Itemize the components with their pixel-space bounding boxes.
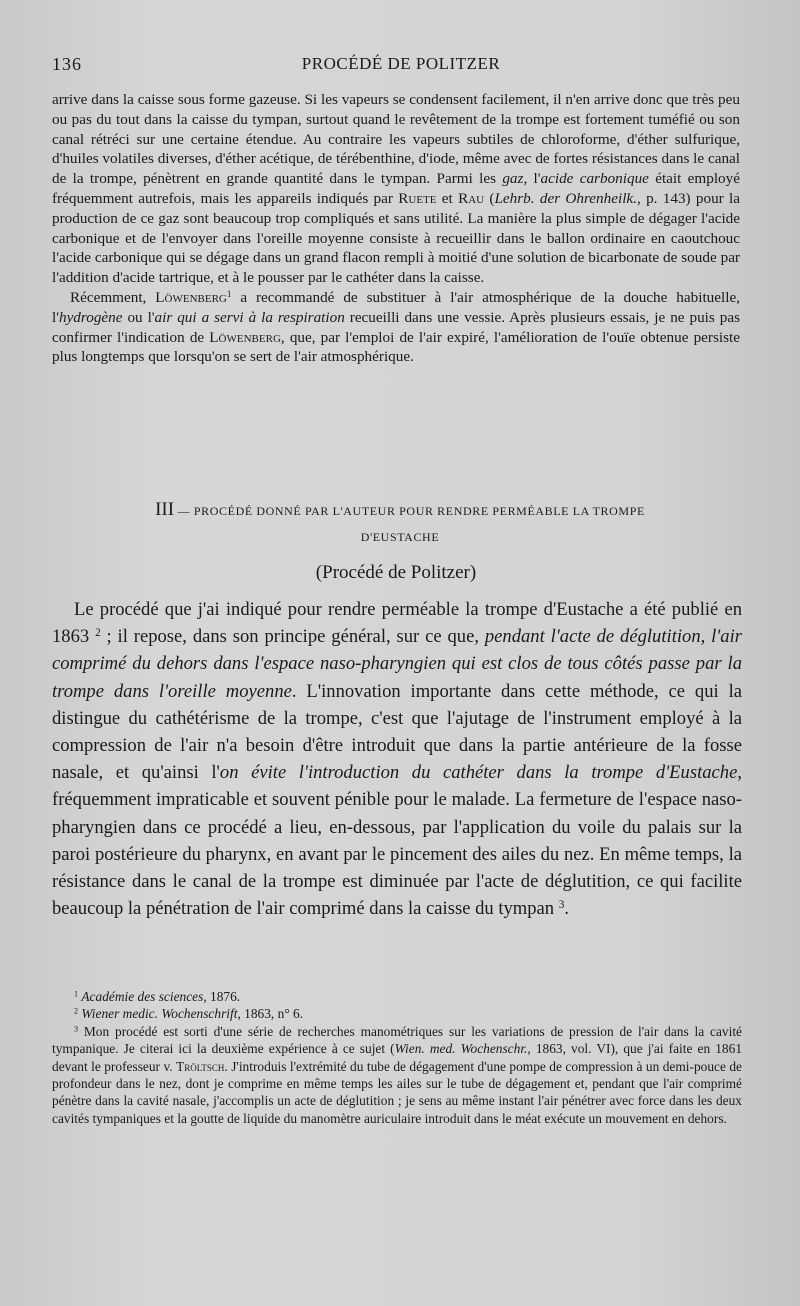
running-head: PROCÉDÉ DE POLITZER — [301, 54, 501, 73]
paragraph-lowenberg: Récemment, Löwenberg$^1$ a recommandé de substituer à l'air atmosphérique de la douche habituelle, l'hydrogène ou l'air qui a servi à la respiration recueilli dans une vessie. Après plusieurs essais, je ne puis pas confirmer l'indication de Löwenberg, que, par l'emploi de l'air expiré, l'amélioration de l'ouïe obtenue persiste plus longtemps que lorsqu'on se sert de l'air atmosphérique. — [52, 288, 740, 366]
section-heading-line1: III — PROCÉDÉ DONNÉ PAR L'AUTEUR POUR RENDRE PERMÉABLE LA TROMPE — [155, 499, 645, 520]
footnote-2: $^2$ Wiener medic. Wochenschrift, 1863, n° 6. — [74, 1006, 304, 1022]
footnote-3: $^3$ Mon procédé est sorti d'une série de recherches manométriques sur les variations de pression de l'air dans la cavité tympanique. Je citerai ici la deuxième expérience à ce sujet (Wien. med. Wochenschr., 1863, vol. VI), que j'ai faite en 1861 devant le professeur v. Tröltsch. J'introduis l'extrémité du tube de dégagement d'une pompe de compression à un demi-pouce de profondeur dans le nez, dont je comprime en même temps les ailes sur le tube de dégagement et, pendant que l'air comprimé pénètre dans la cavité nasale, j'accomplis un acte de déglutition ; je sens au même instant l'air pénétrer avec force dans les deux cavités tympaniques et la goutte de liquide du manomètre auriculaire introduit dans le méat exécute un mouvement en dehors. — [52, 1023, 743, 1126]
footnote-1: $^1$ Académie des sciences, 1876. — [74, 989, 241, 1004]
paragraph-gases: arrive dans la caisse sous forme gazeuse. Si les vapeurs se condensent facilement, il n'en arrive donc que très peu ou pas du tout dans la caisse du tympan, surtout quand le revêtement de la trompe est fortement tuméfié ou son canal rétréci sur une certaine étendue. Au contraire les vapeurs subtiles de chloroforme, d'éther sulfurique, d'huiles volatiles diverses, d'éther acétique, de térébenthine, d'iode, même avec de fortes résistances dans le canal de la trompe, pénètrent en grande quantité dans le tympan. Parmi les gaz, l'acide carbonique était employé fréquemment autrefois, mais les appareils indiqués par Ruete et Rau (Lehrb. der Ohrenheilk., p. 143) pour la production de ce gaz sont beaucoup trop compliqués et sans utilité. La manière la plus simple de dégager l'acide carbonique et de l'envoyer dans l'oreille moyenne consiste à recueillir dans le ballon ordinaire en caoutchouc l'acide carbonique qui se dégage dans un grand flacon rempli à moitié d'une solution de bicarbonate de soude par l'addition d'acide tartrique, et à le pousser par le cathéter dans la caisse. — [52, 91, 741, 287]
page-header — [52, 54, 750, 74]
page-number: 136 — [52, 54, 82, 74]
section-subtitle: (Procédé de Politzer) — [315, 562, 477, 583]
continued-text — [52, 90, 740, 367]
main-paragraph: Le procédé que j'ai indiqué pour rendre perméable la trompe d'Eustache a été publié en 1863 $^2$ ; il repose, dans son principe général, sur ce que, pendant l'acte de déglutition, l'air comprimé du dehors dans l'espace naso-pharyngien qui est clos de tous côtés passe par la trompe dans l'oreille moyenne. L'innovation importante dans cette méthode, ce qui la distingue du cathétérisme de la trompe, c'est que l'ajutage de l'instrument employé à la compression de l'air n'a besoin d'être introduit que dans la partie antérieure de la fosse nasale, et qu'ainsi l'on évite l'introduction du cathéter dans la trompe d'Eustache, fréquemment impraticable et souvent pénible pour le malade. La fermeture de l'espace naso-pharyngien dans ce procédé a lieu, en-dessous, par l'application du voile du palais sur la paroi postérieure du pharynx, en avant par le pincement des ailes du nez. En même temps, la résistance dans le canal de la trompe est diminuée par l'acte de déglutition, ce qui facilite beaucoup la pénétration de l'air comprimé dans la caisse du tympan $^3$. — [52, 599, 743, 920]
section-heading-line2: D'EUSTACHE — [360, 530, 440, 544]
section-heading — [60, 497, 740, 550]
footnotes — [52, 988, 742, 1127]
